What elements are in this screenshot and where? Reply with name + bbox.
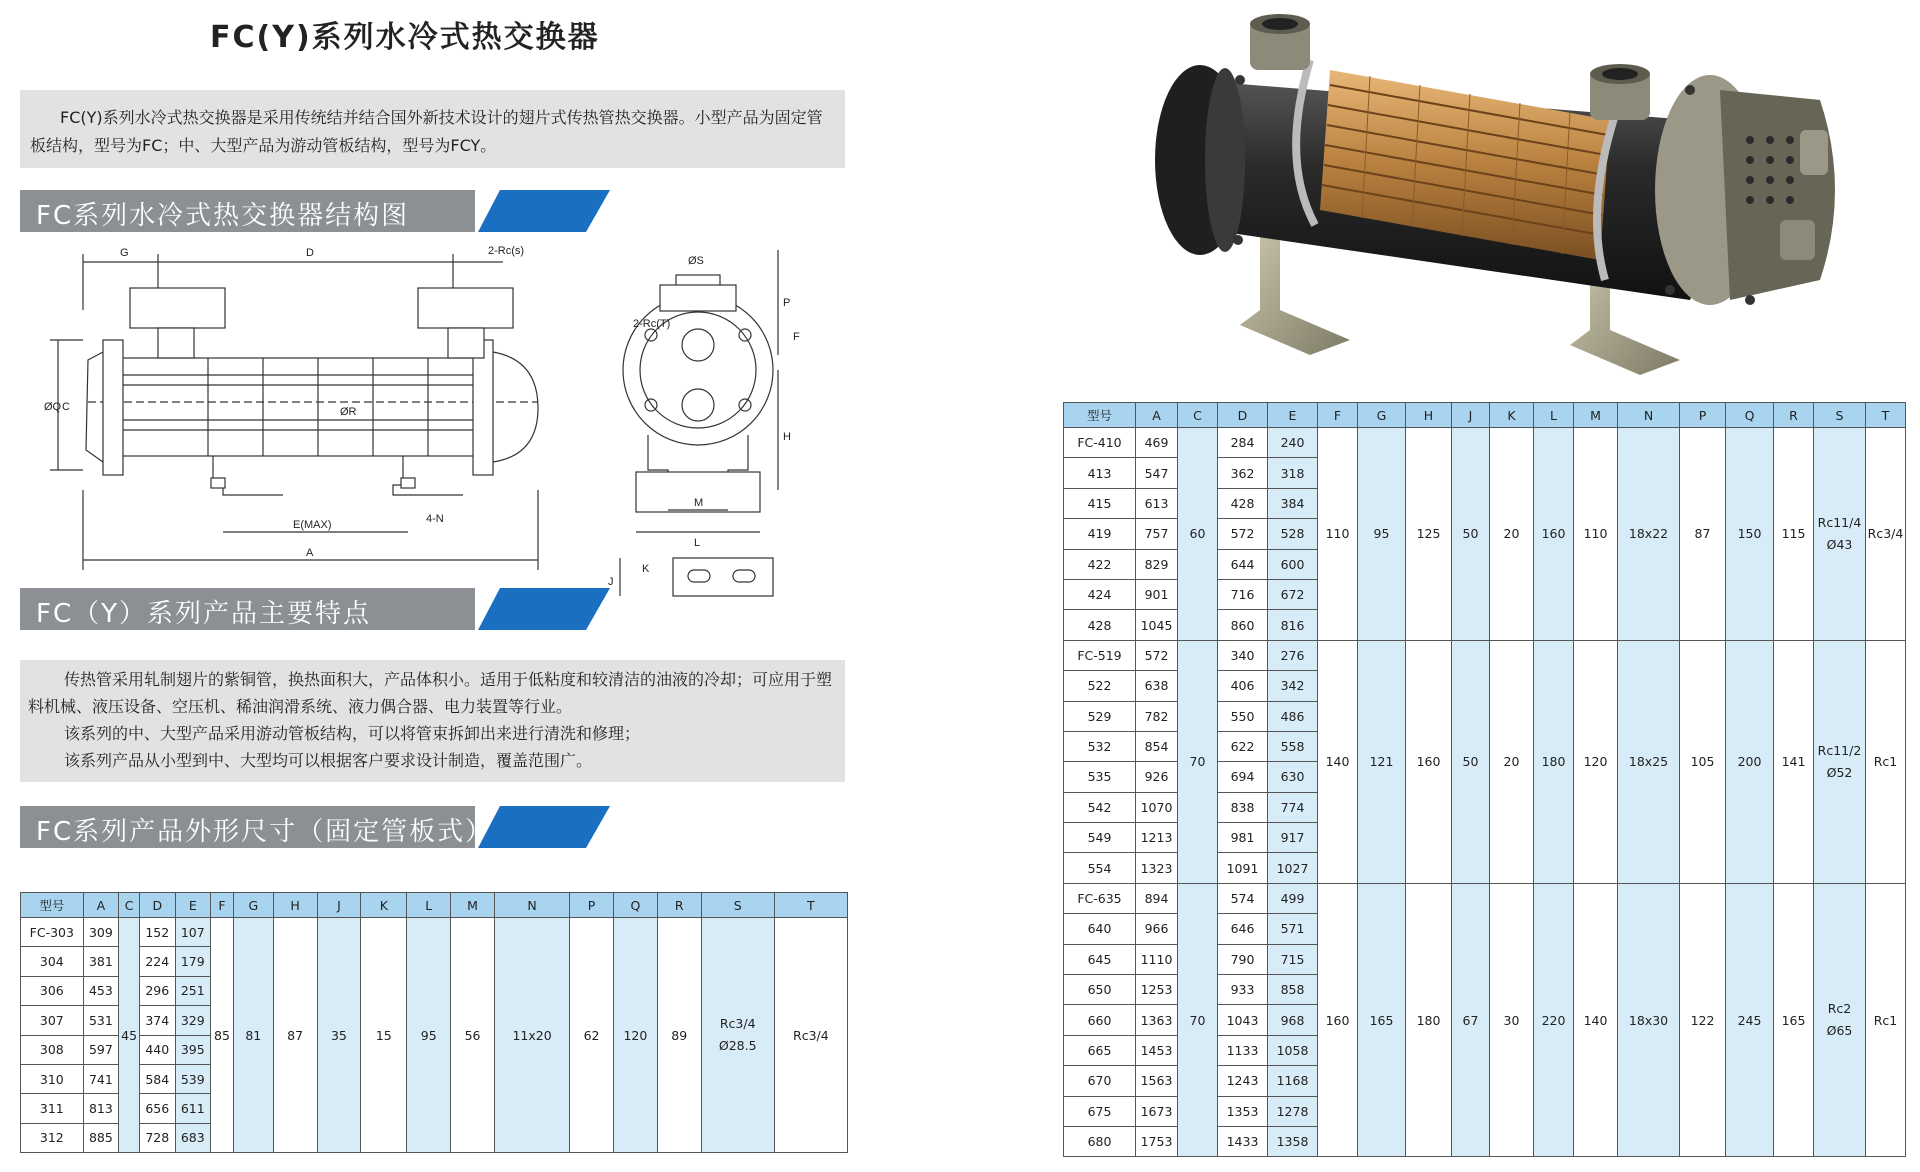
r-cell: 89 [657, 918, 701, 1153]
d-cell: 790 [1218, 944, 1268, 974]
column-header: H [273, 893, 317, 918]
features-banner [20, 588, 605, 630]
d-cell: 374 [140, 1006, 176, 1035]
j-cell: 50 [1452, 640, 1490, 883]
d-cell: 694 [1218, 762, 1268, 792]
model-cell: 640 [1064, 914, 1136, 944]
model-cell: 424 [1064, 579, 1136, 609]
column-header: P [570, 893, 614, 918]
q-cell: 120 [613, 918, 657, 1153]
a-cell: 1045 [1136, 610, 1178, 640]
p-cell: 122 [1680, 883, 1726, 1157]
model-cell: 542 [1064, 792, 1136, 822]
column-header: M [451, 893, 495, 918]
table-header-row [1064, 403, 1906, 428]
j-cell: 50 [1452, 428, 1490, 641]
label-d: D [306, 247, 314, 259]
a-cell: 309 [83, 918, 119, 947]
label-l: L [694, 537, 701, 549]
a-cell: 854 [1136, 731, 1178, 761]
r-cell: 141 [1774, 640, 1814, 883]
a-cell: 1213 [1136, 823, 1178, 853]
label-g: G [120, 247, 129, 259]
c-cell: 45 [119, 918, 140, 1153]
e-cell: 251 [175, 976, 211, 1005]
model-cell: 312 [21, 1123, 84, 1152]
column-header: S [1814, 403, 1866, 428]
m-cell: 120 [1574, 640, 1618, 883]
model-cell: 650 [1064, 975, 1136, 1005]
model-cell: 428 [1064, 610, 1136, 640]
column-header: L [407, 893, 451, 918]
s-cell [701, 918, 774, 1153]
model-cell: 670 [1064, 1066, 1136, 1096]
label-emax: E(MAX) [293, 519, 332, 531]
n-cell: 18x30 [1618, 883, 1680, 1157]
model-cell: 307 [21, 1006, 84, 1035]
intro-panel [20, 90, 845, 168]
d-cell: 550 [1218, 701, 1268, 731]
a-cell: 926 [1136, 762, 1178, 792]
j-cell: 67 [1452, 883, 1490, 1157]
a-cell: 469 [1136, 428, 1178, 458]
column-header: D [1218, 403, 1268, 428]
column-header: 型号 [1064, 403, 1136, 428]
table-row [1064, 428, 1906, 458]
a-cell: 757 [1136, 519, 1178, 549]
a-cell: 741 [83, 1064, 119, 1093]
feature-text-1: 传热管采用轧制翅片的紫铜管，换热面积大，产品体积小。适用于低粘度和较清洁的油液的冷却；可应用于塑料机械、液压设备、空压机、稀油润滑系统、液力偶合器、电力装置等行业。 [28, 670, 833, 716]
label-phis: ØS [688, 255, 704, 267]
d-cell: 622 [1218, 731, 1268, 761]
d-cell: 428 [1218, 488, 1268, 518]
m-cell: 110 [1574, 428, 1618, 641]
a-cell: 638 [1136, 671, 1178, 701]
f-cell: 85 [211, 918, 234, 1153]
d-cell: 406 [1218, 671, 1268, 701]
a-cell: 1253 [1136, 975, 1178, 1005]
model-cell: 645 [1064, 944, 1136, 974]
a-cell: 613 [1136, 488, 1178, 518]
d-cell: 1091 [1218, 853, 1268, 883]
model-cell: 415 [1064, 488, 1136, 518]
model-cell: FC-635 [1064, 883, 1136, 913]
column-header: Q [1726, 403, 1774, 428]
column-header: F [1318, 403, 1358, 428]
e-cell: 558 [1268, 731, 1318, 761]
dimensions-banner [20, 806, 605, 848]
dimensions-table-fc4-6 [1063, 402, 1906, 1157]
s-cell [1814, 428, 1866, 641]
s-cell [1814, 883, 1866, 1157]
h-cell: 87 [273, 918, 317, 1153]
feature-text-3: 该系列产品从小型到中、大型均可以根据客户要求设计制造，覆盖范围广。 [64, 751, 593, 770]
dimensions-table-fc3 [20, 892, 848, 1153]
s-cell [1814, 640, 1866, 883]
a-cell: 1563 [1136, 1066, 1178, 1096]
feature-text-2: 该系列的中、大型产品采用游动管板结构，可以将管束拆卸出来进行清洗和修理； [64, 724, 641, 743]
structure-diagram [8, 240, 800, 610]
model-cell: 675 [1064, 1096, 1136, 1126]
d-cell: 340 [1218, 640, 1268, 670]
model-cell: FC-410 [1064, 428, 1136, 458]
model-cell: 304 [21, 947, 84, 976]
e-cell: 528 [1268, 519, 1318, 549]
dimensions-heading: FC系列产品外形尺寸（固定管板式） [36, 817, 494, 847]
p-cell: 87 [1680, 428, 1726, 641]
l-cell: 220 [1534, 883, 1574, 1157]
l-cell: 160 [1534, 428, 1574, 641]
e-cell: 276 [1268, 640, 1318, 670]
m-cell: 56 [451, 918, 495, 1153]
label-rcs: 2-Rc(s) [488, 245, 525, 257]
e-cell: 107 [175, 918, 211, 947]
table-row [1064, 640, 1906, 670]
column-header: C [1178, 403, 1218, 428]
column-header: 型号 [21, 893, 84, 918]
s-value: Rc11/4 [1817, 514, 1862, 530]
a-cell: 572 [1136, 640, 1178, 670]
a-cell: 1110 [1136, 944, 1178, 974]
column-header: Q [613, 893, 657, 918]
c-cell: 70 [1178, 883, 1218, 1157]
a-cell: 453 [83, 976, 119, 1005]
label-phir: ØR [340, 406, 357, 418]
page-title: FC(Y)系列水冷式热交换器 [210, 20, 600, 55]
structure-heading: FC系列水冷式热交换器结构图 [36, 201, 410, 231]
e-cell: 774 [1268, 792, 1318, 822]
model-cell: FC-519 [1064, 640, 1136, 670]
n-cell: 11x20 [494, 918, 569, 1153]
e-cell: 571 [1268, 914, 1318, 944]
c-cell: 70 [1178, 640, 1218, 883]
model-cell: 413 [1064, 458, 1136, 488]
a-cell: 1753 [1136, 1126, 1178, 1156]
a-cell: 829 [1136, 549, 1178, 579]
model-cell: 660 [1064, 1005, 1136, 1035]
r-cell: 115 [1774, 428, 1814, 641]
d-cell: 362 [1218, 458, 1268, 488]
e-cell: 240 [1268, 428, 1318, 458]
column-header: H [1406, 403, 1452, 428]
n-cell: 18x25 [1618, 640, 1680, 883]
e-cell: 1358 [1268, 1126, 1318, 1156]
d-cell: 440 [140, 1035, 176, 1064]
e-cell: 539 [175, 1064, 211, 1093]
h-cell: 180 [1406, 883, 1452, 1157]
e-cell: 342 [1268, 671, 1318, 701]
m-cell: 140 [1574, 883, 1618, 1157]
d-cell: 860 [1218, 610, 1268, 640]
j-cell: 35 [317, 918, 361, 1153]
column-header: A [1136, 403, 1178, 428]
c-cell: 60 [1178, 428, 1218, 641]
e-cell: 1058 [1268, 1035, 1318, 1065]
p-cell: 105 [1680, 640, 1726, 883]
f-cell: 110 [1318, 428, 1358, 641]
model-cell: 308 [21, 1035, 84, 1064]
label-f: F [793, 331, 800, 343]
model-cell: 535 [1064, 762, 1136, 792]
a-cell: 894 [1136, 883, 1178, 913]
a-cell: 813 [83, 1094, 119, 1123]
column-header: M [1574, 403, 1618, 428]
table-row [1064, 883, 1906, 913]
s-value: Rc3/4 [719, 1016, 756, 1032]
column-header: T [774, 893, 847, 918]
d-cell: 1353 [1218, 1096, 1268, 1126]
f-cell: 160 [1318, 883, 1358, 1157]
k-cell: 15 [361, 918, 407, 1153]
d-cell: 296 [140, 976, 176, 1005]
a-cell: 885 [83, 1123, 119, 1152]
d-cell: 224 [140, 947, 176, 976]
column-header: F [211, 893, 234, 918]
a-cell: 1453 [1136, 1035, 1178, 1065]
d-cell: 574 [1218, 883, 1268, 913]
g-cell: 95 [1358, 428, 1406, 641]
t-cell: Rc1 [1866, 640, 1906, 883]
d-cell: 646 [1218, 914, 1268, 944]
e-cell: 917 [1268, 823, 1318, 853]
f-cell: 140 [1318, 640, 1358, 883]
label-a: A [306, 547, 314, 559]
label-k: K [642, 563, 650, 575]
model-cell: 310 [21, 1064, 84, 1093]
d-cell: 981 [1218, 823, 1268, 853]
label-h: H [783, 431, 791, 443]
e-cell: 968 [1268, 1005, 1318, 1035]
label-rct: 2-Rc(T) [633, 318, 671, 330]
column-header: K [361, 893, 407, 918]
column-header: D [140, 893, 176, 918]
s-diameter: Ø28.5 [718, 1038, 757, 1054]
k-cell: 20 [1490, 428, 1534, 641]
model-cell: 522 [1064, 671, 1136, 701]
d-cell: 1043 [1218, 1005, 1268, 1035]
e-cell: 715 [1268, 944, 1318, 974]
model-cell: 665 [1064, 1035, 1136, 1065]
l-cell: 95 [407, 918, 451, 1153]
model-cell: 532 [1064, 731, 1136, 761]
s-diameter: Ø52 [1826, 764, 1853, 780]
e-cell: 384 [1268, 488, 1318, 518]
d-cell: 572 [1218, 519, 1268, 549]
column-header: N [494, 893, 569, 918]
a-cell: 901 [1136, 579, 1178, 609]
d-cell: 838 [1218, 792, 1268, 822]
a-cell: 381 [83, 947, 119, 976]
e-cell: 318 [1268, 458, 1318, 488]
structure-banner [20, 190, 605, 232]
q-cell: 150 [1726, 428, 1774, 641]
model-cell: 549 [1064, 823, 1136, 853]
t-cell: Rc3/4 [1866, 428, 1906, 641]
e-cell: 486 [1268, 701, 1318, 731]
model-cell: FC-303 [21, 918, 84, 947]
g-cell: 121 [1358, 640, 1406, 883]
d-cell: 656 [140, 1094, 176, 1123]
intro-text: FC(Y)系列水冷式热交换器是采用传统结并结合国外新技术设计的翅片式传热管热交换器。小型产品为固定管板结构，型号为FC；中、大型产品为游动管板结构，型号为FCY。 [30, 108, 823, 155]
column-header: K [1490, 403, 1534, 428]
n-cell: 18x22 [1618, 428, 1680, 641]
d-cell: 728 [140, 1123, 176, 1152]
column-header: C [119, 893, 140, 918]
heat-exchanger-photo [1130, 10, 1830, 382]
a-cell: 1323 [1136, 853, 1178, 883]
d-cell: 933 [1218, 975, 1268, 1005]
a-cell: 597 [83, 1035, 119, 1064]
e-cell: 816 [1268, 610, 1318, 640]
table-header-row [21, 893, 848, 918]
q-cell: 245 [1726, 883, 1774, 1157]
features-panel [20, 660, 845, 782]
s-diameter: Ø65 [1826, 1023, 1853, 1039]
model-cell: 311 [21, 1094, 84, 1123]
model-cell: 529 [1064, 701, 1136, 731]
e-cell: 611 [175, 1094, 211, 1123]
a-cell: 1070 [1136, 792, 1178, 822]
e-cell: 1278 [1268, 1096, 1318, 1126]
d-cell: 152 [140, 918, 176, 947]
column-header: L [1534, 403, 1574, 428]
d-cell: 1433 [1218, 1126, 1268, 1156]
e-cell: 1027 [1268, 853, 1318, 883]
column-header: P [1680, 403, 1726, 428]
h-cell: 125 [1406, 428, 1452, 641]
k-cell: 30 [1490, 883, 1534, 1157]
column-header: N [1618, 403, 1680, 428]
label-phiq: ØQ [44, 401, 62, 413]
features-heading: FC（Y）系列产品主要特点 [36, 599, 371, 629]
a-cell: 1673 [1136, 1096, 1178, 1126]
p-cell: 62 [570, 918, 614, 1153]
h-cell: 160 [1406, 640, 1452, 883]
l-cell: 180 [1534, 640, 1574, 883]
q-cell: 200 [1726, 640, 1774, 883]
s-diameter: Ø43 [1826, 536, 1853, 552]
model-cell: 306 [21, 976, 84, 1005]
g-cell: 81 [233, 918, 273, 1153]
t-cell: Rc3/4 [774, 918, 847, 1153]
e-cell: 179 [175, 947, 211, 976]
label-c: C [62, 401, 70, 413]
a-cell: 966 [1136, 914, 1178, 944]
t-cell: Rc1 [1866, 883, 1906, 1157]
table-row [21, 918, 848, 947]
d-cell: 644 [1218, 549, 1268, 579]
a-cell: 547 [1136, 458, 1178, 488]
k-cell: 20 [1490, 640, 1534, 883]
column-header: G [1358, 403, 1406, 428]
e-cell: 630 [1268, 762, 1318, 792]
column-header: J [317, 893, 361, 918]
label-p: P [783, 297, 791, 309]
e-cell: 672 [1268, 579, 1318, 609]
e-cell: 395 [175, 1035, 211, 1064]
label-j: J [608, 576, 614, 588]
model-cell: 680 [1064, 1126, 1136, 1156]
e-cell: 683 [175, 1123, 211, 1152]
s-value: Rc11/2 [1817, 742, 1862, 758]
column-header: R [657, 893, 701, 918]
e-cell: 858 [1268, 975, 1318, 1005]
column-header: E [1268, 403, 1318, 428]
d-cell: 716 [1218, 579, 1268, 609]
model-cell: 554 [1064, 853, 1136, 883]
d-cell: 284 [1218, 428, 1268, 458]
e-cell: 600 [1268, 549, 1318, 579]
e-cell: 329 [175, 1006, 211, 1035]
e-cell: 499 [1268, 883, 1318, 913]
d-cell: 1243 [1218, 1066, 1268, 1096]
column-header: G [233, 893, 273, 918]
column-header: R [1774, 403, 1814, 428]
column-header: S [701, 893, 774, 918]
label-4n: 4-N [426, 513, 444, 525]
g-cell: 165 [1358, 883, 1406, 1157]
column-header: A [83, 893, 119, 918]
a-cell: 531 [83, 1006, 119, 1035]
d-cell: 1133 [1218, 1035, 1268, 1065]
e-cell: 1168 [1268, 1066, 1318, 1096]
label-m: M [694, 497, 704, 509]
s-value: Rc2 [1827, 1001, 1852, 1017]
model-cell: 422 [1064, 549, 1136, 579]
r-cell: 165 [1774, 883, 1814, 1157]
d-cell: 584 [140, 1064, 176, 1093]
column-header: E [175, 893, 211, 918]
model-cell: 419 [1064, 519, 1136, 549]
a-cell: 1363 [1136, 1005, 1178, 1035]
a-cell: 782 [1136, 701, 1178, 731]
column-header: T [1866, 403, 1906, 428]
column-header: J [1452, 403, 1490, 428]
